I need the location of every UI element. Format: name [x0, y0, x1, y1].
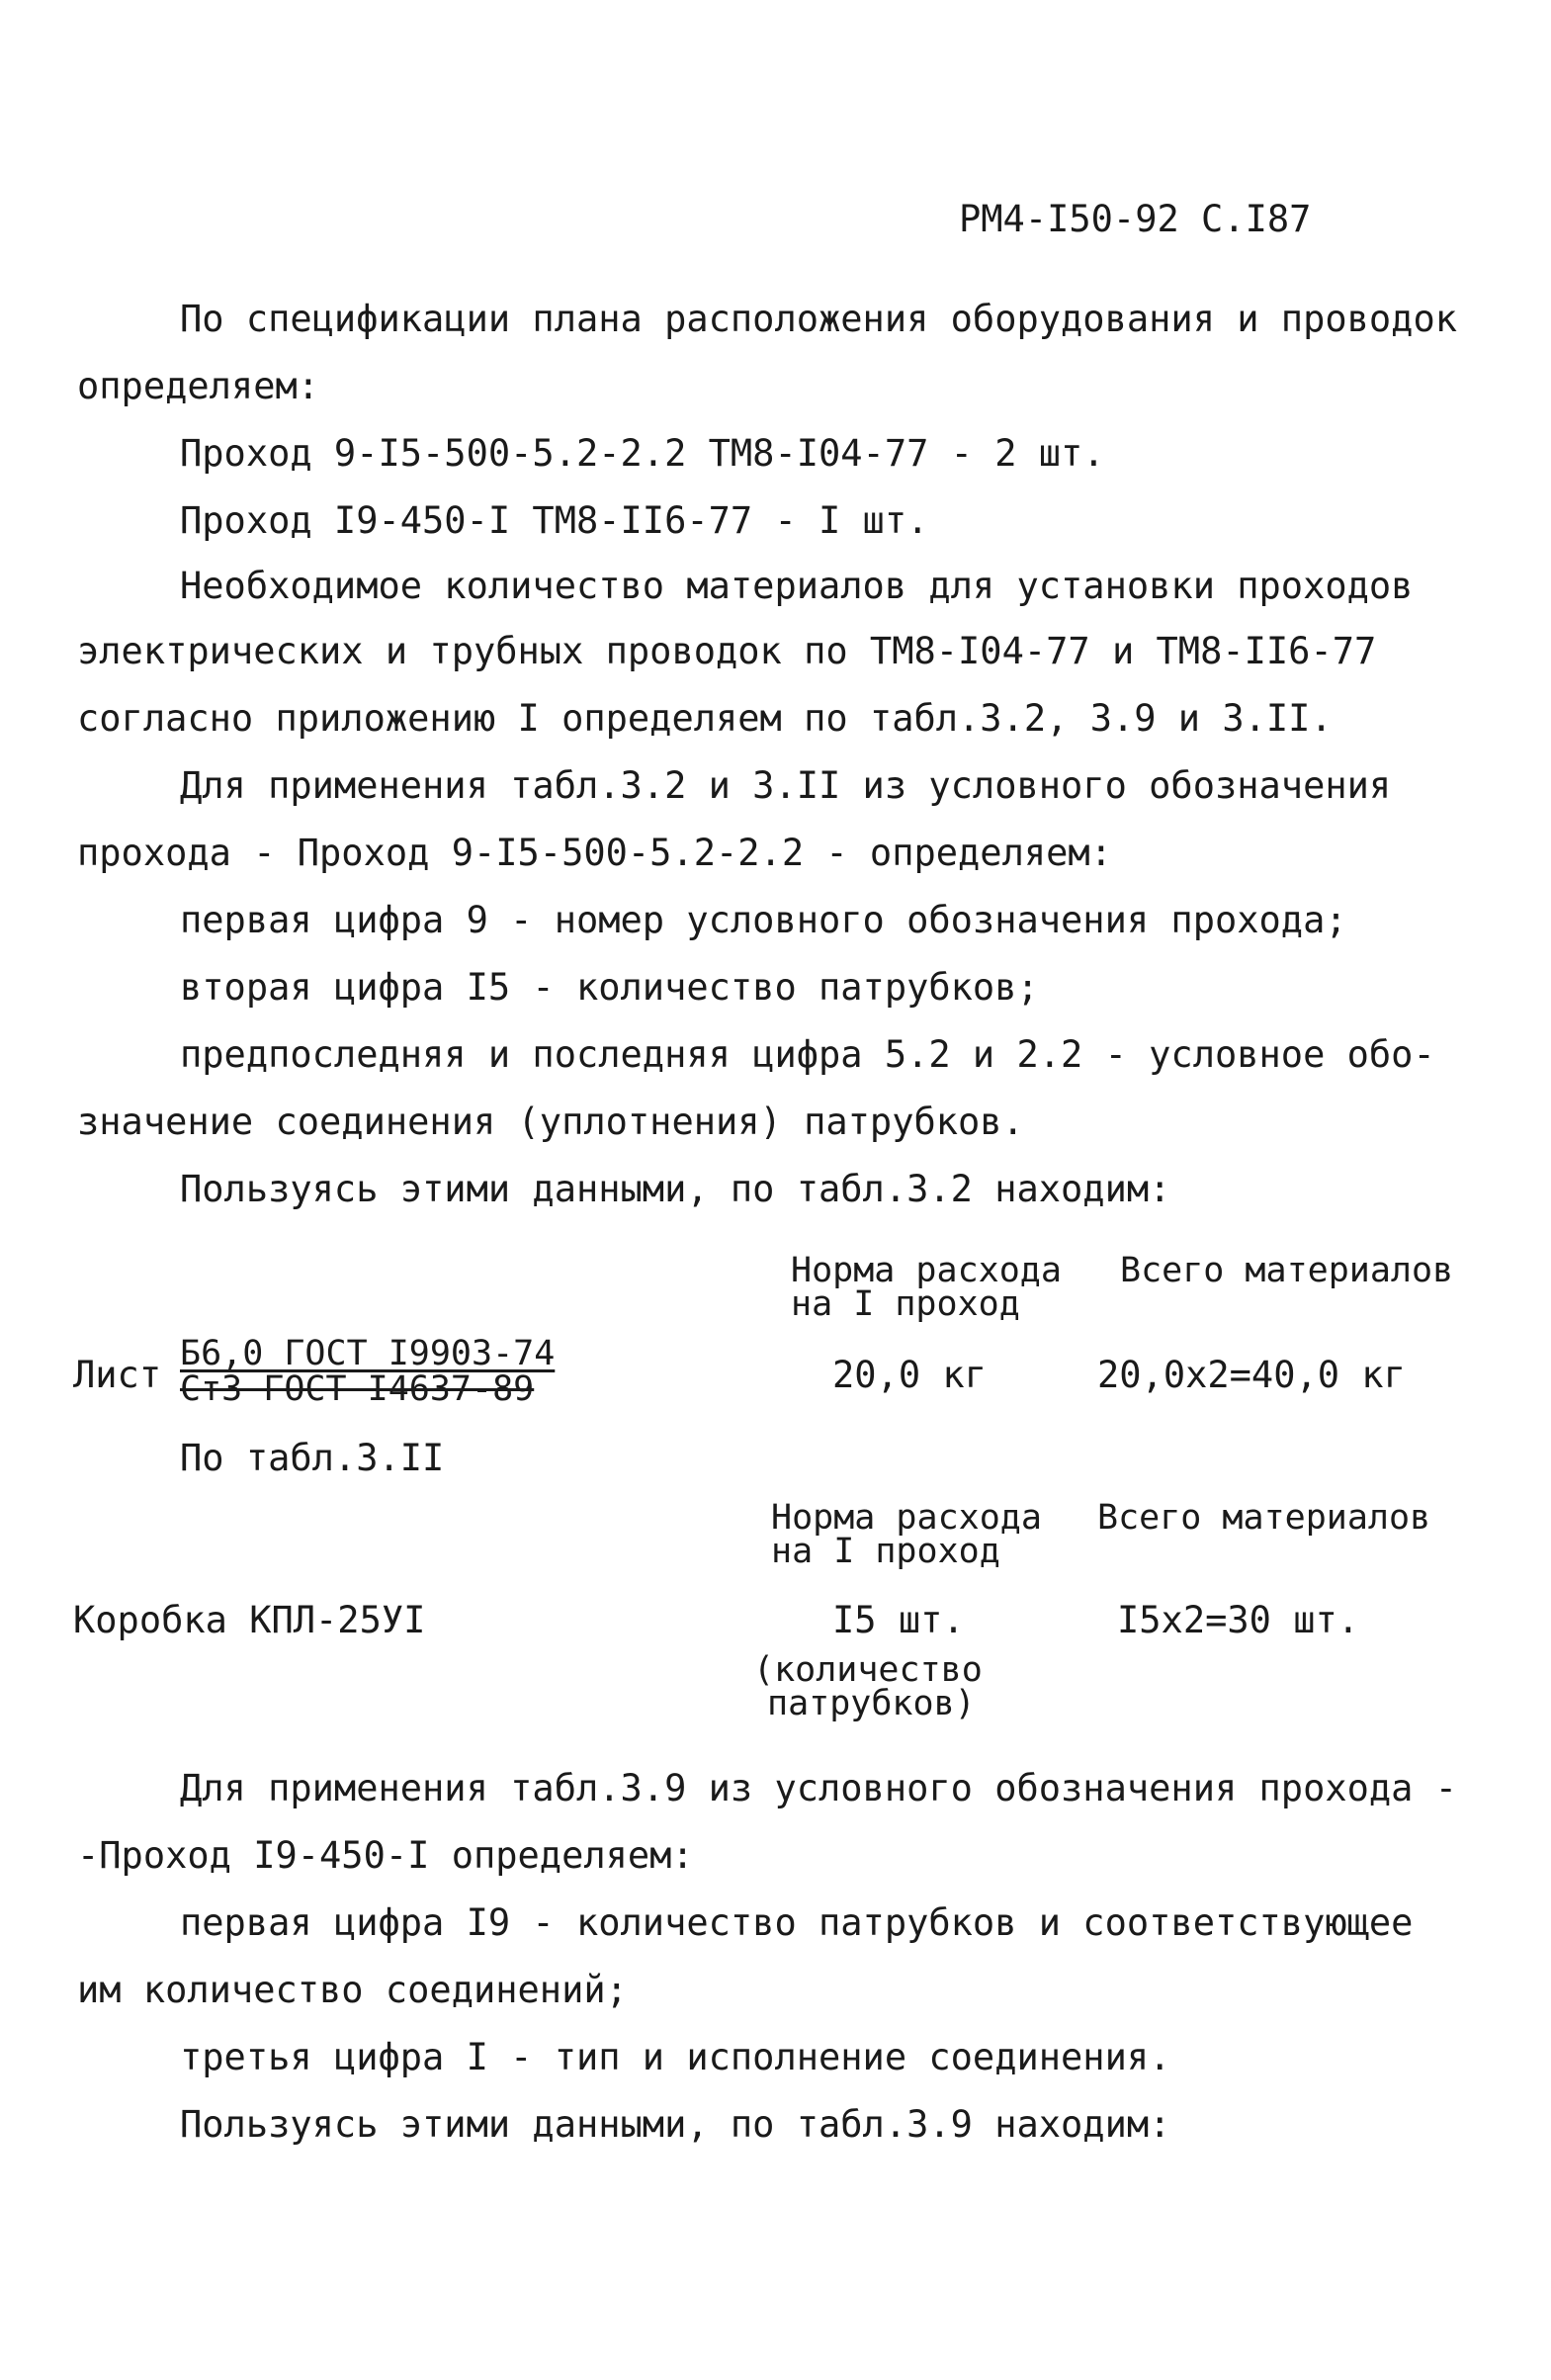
passage-item-1: Проход 9-I5-500-5.2-2.2 ТМ8-I04-77 - 2 шт.	[180, 432, 1105, 475]
table1-norm-header-line-1: Норма расхода	[791, 1251, 1062, 1290]
paragraph-11: Пользуясь этими данными, по табл.3.9 находим:	[180, 2103, 1171, 2146]
document-reference: РМ4-I50-92 С.I87	[959, 198, 1312, 240]
table1-total-value: 20,0х2=40,0 кг	[1097, 1354, 1406, 1396]
table2-norm-value: I5 шт.	[832, 1599, 965, 1641]
paragraph-1-line-2: определяем:	[77, 365, 320, 407]
paragraph-5: вторая цифра I5 - количество патрубков;	[180, 966, 1039, 1009]
passage-item-2: Проход I9-450-I ТМ8-II6-77 - I шт.	[180, 499, 929, 542]
table2-norm-header-line-2: на I проход	[771, 1532, 1000, 1571]
paragraph-9-line-2: им количество соединений;	[77, 1969, 628, 2011]
table1-material-fraction-numerator: Б6,0 ГОСТ I9903-74	[180, 1334, 556, 1373]
table1-norm-value: 20,0 кг	[832, 1354, 987, 1396]
table2-norm-header-line-1: Норма расхода	[771, 1498, 1042, 1538]
paragraph-10: третья цифра I - тип и исполнение соединения.	[180, 2036, 1171, 2078]
table2-norm-note-line-2: патрубков)	[767, 1684, 976, 1723]
table1-total-header: Всего материалов	[1120, 1251, 1454, 1290]
paragraph-6-line-1: предпоследняя и последняя цифра 5.2 и 2.2 - условное обо-	[180, 1033, 1435, 1076]
paragraph-1-line-1: По спецификации плана расположения оборудования и проводок	[180, 298, 1458, 340]
table2-row-label: Коробка КПЛ-25УI	[73, 1599, 426, 1641]
paragraph-2-line-3: согласно приложению I определяем по табл.3.2, 3.9 и 3.II.	[77, 697, 1333, 740]
paragraph-3-line-2: прохода - Проход 9-I5-500-5.2-2.2 - определяем:	[77, 832, 1112, 874]
paragraph-8-line-1: Для применения табл.3.9 из условного обозначения прохода -	[180, 1767, 1458, 1809]
paragraph-2-line-2: электрических и трубных проводок по ТМ8-I04-77 и ТМ8-II6-77	[77, 630, 1377, 672]
paragraph-9-line-1: первая цифра I9 - количество патрубков и соответствующее	[180, 1901, 1414, 1944]
table1-row-label: Лист	[73, 1354, 162, 1396]
table2-norm-note-line-1: (количество	[753, 1650, 983, 1690]
paragraph-4: первая цифра 9 - номер условного обозначения прохода;	[180, 899, 1347, 941]
table2-total-value: I5х2=30 шт.	[1117, 1599, 1360, 1641]
table2-total-header: Всего материалов	[1097, 1498, 1431, 1538]
table1-material-fraction-denominator: Ст3 ГОСТ I4637-89	[180, 1369, 535, 1409]
table1-norm-header-line-2: на I проход	[791, 1284, 1020, 1324]
table2-reference: По табл.3.II	[180, 1437, 445, 1479]
paragraph-6-line-2: значение соединения (уплотнения) патрубков.	[77, 1101, 1024, 1143]
paragraph-7: Пользуясь этими данными, по табл.3.2 находим:	[180, 1168, 1171, 1210]
paragraph-2-line-1: Необходимое количество материалов для установки проходов	[180, 565, 1414, 607]
paragraph-3-line-1: Для применения табл.3.2 и 3.II из условного обозначения	[180, 764, 1392, 807]
paragraph-8-line-2: -Проход I9-450-I определяем:	[77, 1834, 694, 1877]
